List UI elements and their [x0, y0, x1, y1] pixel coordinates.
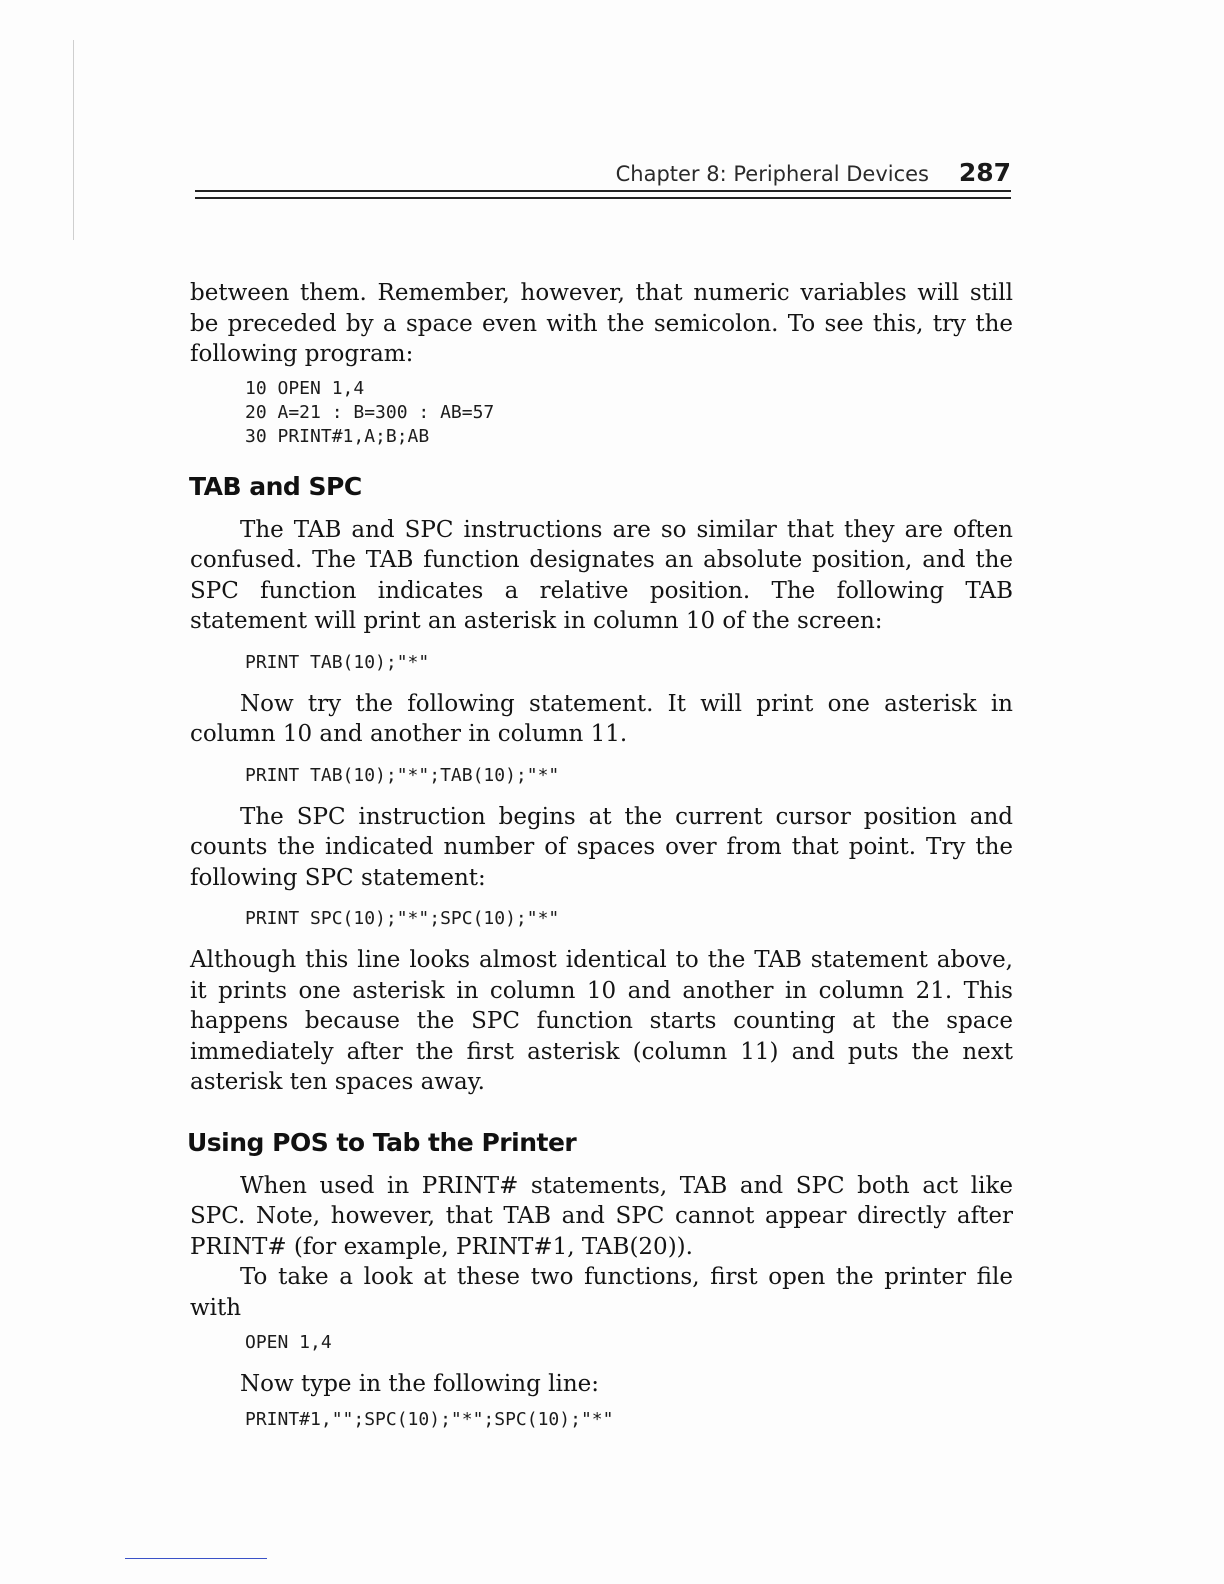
- code-line: PRINT TAB(10);"*";TAB(10);"*": [245, 764, 560, 786]
- code-line: 20 A=21 : B=300 : AB=57: [245, 401, 495, 423]
- paragraph: The TAB and SPC instructions are so similar that they are often confused. The TAB function designates an absolute position, and the SPC function indicates a relative position. The following TAB statement will print an asterisk in column 10 of the screen:: [190, 516, 1013, 634]
- scan-edge-line: [73, 40, 74, 240]
- scan-edge-mark: [125, 1558, 267, 1559]
- code-line: PRINT#1,"";SPC(10);"*";SPC(10);"*": [245, 1408, 614, 1430]
- paragraph: Although this line looks almost identical to the TAB statement above, it prints one asterisk in column 10 and another in column 21. This happens because the SPC function starts counting at the space immediately after the first asterisk (column 11) and puts the next asterisk ten spaces away.: [190, 947, 1013, 1095]
- code-line: OPEN 1,4: [245, 1332, 332, 1353]
- page-body: [187, 278, 1013, 1432]
- header-rule-bottom: [195, 197, 1011, 199]
- code-line: 30 PRINT#1,A;B;AB: [245, 425, 430, 447]
- header-rule-top: [195, 190, 1011, 192]
- section-heading: TAB and SPC: [189, 471, 362, 501]
- section-heading: Using POS to Tab the Printer: [187, 1127, 577, 1157]
- paragraph: between them. Remember, however, that numeric variables will still be preceded by a space even with the semicolon. To see this, try the following program:: [190, 280, 1013, 367]
- chapter-title: Chapter 8: Peripheral Devices: [615, 162, 929, 186]
- paragraph: Now type in the following line:: [240, 1371, 600, 1397]
- page-number: 287: [958, 158, 1011, 187]
- running-header: [195, 152, 1011, 202]
- paragraph: To take a look at these two functions, first open the printer file with: [190, 1264, 1013, 1321]
- paragraph: When used in PRINT# statements, TAB and SPC both act like SPC. Note, however, that TAB and SPC cannot appear directly after PRINT# (for example, PRINT#1, TAB(20)).: [190, 1172, 1013, 1260]
- code-listing: [245, 377, 1013, 449]
- code-line: 10 OPEN 1,4: [245, 377, 365, 399]
- code-line: PRINT SPC(10);"*";SPC(10);"*": [245, 908, 560, 929]
- code-line: PRINT TAB(10);"*": [245, 651, 430, 673]
- paragraph: Now try the following statement. It will print one asterisk in column 10 and another in column 11.: [190, 690, 1013, 747]
- paragraph: The SPC instruction begins at the current cursor position and counts the indicated number of spaces over from that point. Try the following SPC statement:: [190, 803, 1013, 891]
